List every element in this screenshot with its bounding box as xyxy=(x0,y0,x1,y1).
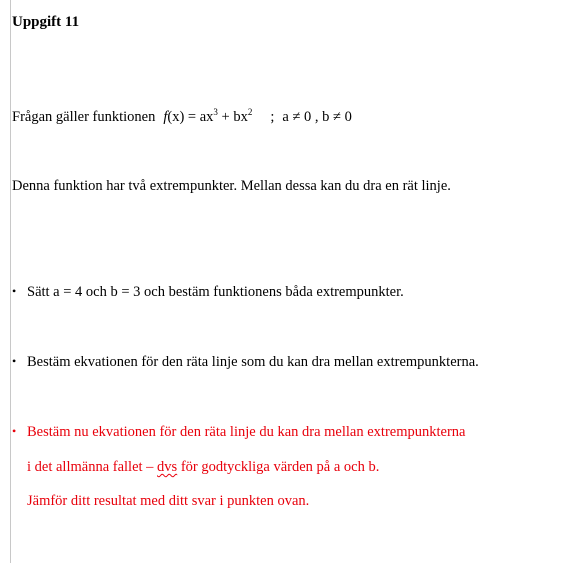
exponent-2: 2 xyxy=(247,107,253,117)
function-variable: (x) xyxy=(167,109,185,125)
task-title: Uppgift 11 xyxy=(12,14,80,30)
question-line xyxy=(12,109,352,126)
page-margin-line xyxy=(10,0,11,563)
bullet-continuation-1 xyxy=(27,459,379,476)
bullet-text: Bestäm ekvationen för den räta linje som du kan dra mellan extrempunkterna. xyxy=(27,354,479,370)
function-term-b: + bx xyxy=(217,109,248,125)
bullet-item-1 xyxy=(12,284,404,301)
exponent-3: 3 xyxy=(213,107,218,117)
function-conditions: a ≠ 0 , b ≠ 0 xyxy=(282,109,352,125)
continuation-pre: i det allmänna fallet – xyxy=(27,459,158,475)
document-page xyxy=(12,0,572,563)
bullet-marker: • xyxy=(12,284,17,298)
continuation-post: för godtyckliga värden på a och b. xyxy=(177,459,380,475)
function-term-a: = ax xyxy=(184,109,214,125)
bullet-text: Sätt a = 4 och b = 3 och bestäm funktionens båda extrempunkter. xyxy=(27,284,404,300)
intro-text: Denna funktion har två extrempunkter. Mellan dessa kan du dra en rät linje. xyxy=(12,178,451,194)
bullet-item-2 xyxy=(12,354,479,371)
bullet-marker: • xyxy=(12,424,17,438)
bullet-item-3 xyxy=(12,424,465,441)
semicolon-separator: ; xyxy=(270,109,275,125)
bullet-continuation-2: Jämför ditt resultat med ditt svar i punkten ovan. xyxy=(27,493,310,509)
function-name: f xyxy=(163,109,168,125)
bullet-text: Bestäm nu ekvationen för den räta linje du kan dra mellan extrempunkterna xyxy=(27,424,466,440)
bullet-marker: • xyxy=(12,354,17,368)
question-lead: Frågan gäller funktionen xyxy=(12,109,156,125)
spellcheck-marked-word: dvs xyxy=(157,459,178,475)
